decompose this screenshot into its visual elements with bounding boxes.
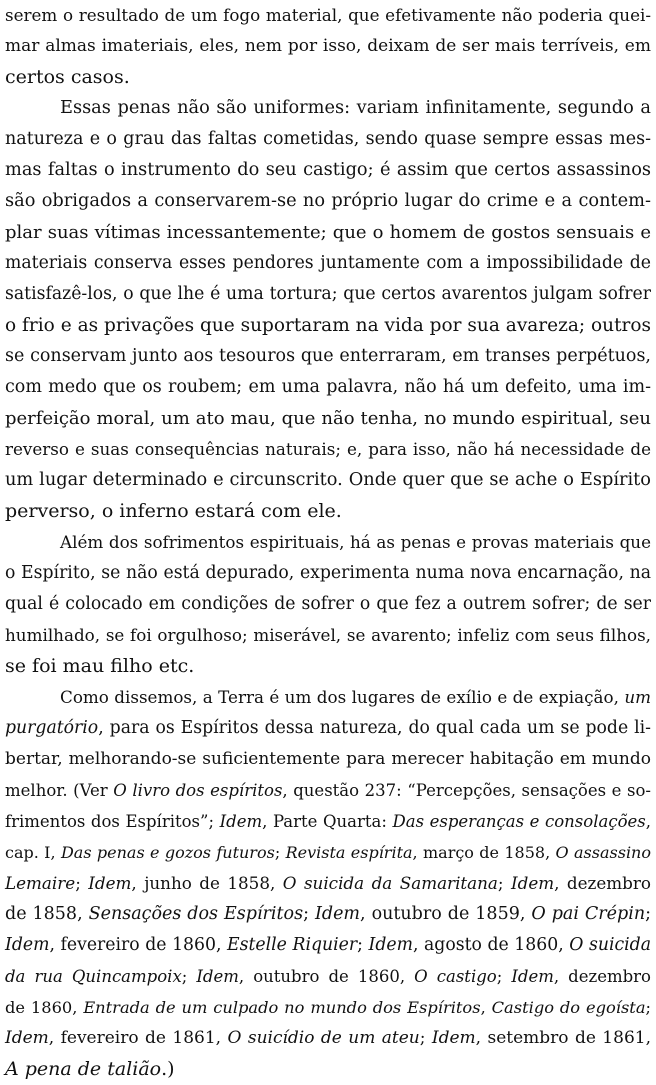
- italic-text: O suicida: [569, 935, 651, 955]
- text-segment: se conservam junto aos tesouros que enterraram, em transes perpétuos,: [5, 346, 651, 366]
- text-segment: , dezembro: [554, 873, 651, 893]
- italic-text: Idem: [5, 1028, 49, 1048]
- italic-text: Estelle Riquier: [227, 935, 358, 955]
- text-segment: perfeição moral, um ato mau, que não tenha, no mundo espiritual, seu: [5, 408, 651, 429]
- text-line: [5, 682, 651, 713]
- text-segment: Essas penas não são uniformes: variam infinitamente, segundo a: [60, 98, 651, 118]
- text-line: [5, 1054, 651, 1085]
- text-segment: , outubro de 1859,: [360, 904, 532, 924]
- italic-text: Idem: [314, 904, 361, 924]
- text-segment: o Espírito, se não está depurado, experimenta numa nova encarnação, na: [5, 563, 651, 583]
- italic-text: O pai Crépin: [531, 904, 646, 924]
- text-segment: reverso e suas consequências naturais; e, para isso, não há necessidade de: [5, 439, 651, 459]
- italic-text: Das penas e gozos futuros: [60, 843, 275, 862]
- text-line: [5, 279, 651, 310]
- text-line: [5, 713, 651, 744]
- italic-text: da rua Quincampoix: [5, 967, 182, 986]
- text-segment: materiais conserva esses pendores juntamente com a impossibilidade de: [5, 253, 651, 273]
- italic-text: Das esperanças e consolações: [392, 812, 646, 831]
- text-segment: ;: [181, 967, 197, 986]
- text-segment: , agosto de 1860,: [412, 935, 570, 955]
- text-segment: cap. I,: [5, 843, 61, 862]
- text-segment: humilhado, se foi orgulhoso; miserável, se avarento; infeliz com seus filhos,: [5, 625, 651, 645]
- text-segment: ;: [645, 998, 651, 1017]
- text-line: [5, 31, 651, 62]
- text-line: [5, 310, 651, 341]
- text-line: [5, 93, 651, 124]
- text-segment: , março de 1858,: [412, 843, 556, 862]
- text-line: [5, 806, 651, 837]
- text-line: [5, 961, 651, 992]
- text-segment: com medo que os roubem; em uma palavra, não há um defeito, uma im-: [5, 377, 651, 397]
- text-line: [5, 496, 651, 527]
- text-line: [5, 589, 651, 620]
- italic-text: O assassino: [555, 843, 651, 862]
- text-line: [5, 992, 651, 1023]
- italic-text: Entrada de um culpado no mundo dos Espíritos: [83, 998, 481, 1017]
- text-segment: qual é colocado em condições de sofrer o que fez a outrem sofrer; de ser: [5, 594, 651, 614]
- text-line: [5, 62, 651, 93]
- italic-text: Idem: [5, 935, 50, 955]
- italic-text: O suicida da Samaritana: [282, 873, 498, 893]
- text-segment: ;: [497, 873, 512, 893]
- italic-text: purgatório: [5, 718, 99, 738]
- italic-text: Idem: [431, 1028, 476, 1048]
- text-line: [5, 465, 651, 496]
- text-segment: ,: [480, 998, 492, 1017]
- text-segment: natureza e o grau das faltas cometidas, sendo quase sempre essas mes-: [5, 129, 651, 149]
- italic-text: Idem: [196, 967, 239, 986]
- text-segment: .): [161, 1058, 175, 1080]
- text-line: [5, 1023, 651, 1054]
- text-line: [5, 930, 651, 961]
- text-line: [5, 620, 651, 651]
- text-line: [5, 837, 651, 868]
- text-segment: Como dissemos, a Terra é um dos lugares de exílio e de expiação,: [60, 687, 625, 707]
- text-line: [5, 527, 651, 558]
- text-line: [5, 403, 651, 434]
- italic-text: O castigo: [414, 967, 497, 986]
- text-segment: ;: [303, 904, 315, 924]
- text-segment: , outubro de 1860,: [238, 967, 415, 986]
- text-line: [5, 341, 651, 372]
- text-segment: ;: [645, 904, 651, 924]
- text-segment: plar suas vítimas incessantemente; que o homem de gostos sensuais e: [5, 222, 651, 243]
- text-segment: o frio e as privações que suportaram na vida por sua avareza; outros: [5, 315, 651, 336]
- text-segment: um lugar determinado e circunscrito. Onde quer que se ache o Espírito: [5, 470, 651, 490]
- italic-text: Lemaire: [5, 873, 76, 893]
- text-segment: ;: [75, 873, 89, 893]
- text-segment: , questão 237: “Percepções, sensações e so-: [282, 781, 651, 800]
- italic-text: um: [624, 687, 651, 707]
- text-segment: ,: [645, 812, 651, 831]
- text-line: [5, 186, 651, 217]
- text-line: [5, 558, 651, 589]
- text-line: [5, 248, 651, 279]
- text-segment: melhor. (Ver: [5, 781, 114, 800]
- text-segment: se foi mau filho etc.: [5, 655, 195, 677]
- text-segment: ;: [496, 967, 512, 986]
- italic-text: Idem: [511, 967, 554, 986]
- text-line: [5, 899, 651, 930]
- text-segment: , junho de 1858,: [131, 873, 283, 893]
- text-segment: mar almas imateriais, eles, nem por isso, deixam de ser mais terríveis, em: [5, 36, 651, 56]
- text-segment: satisfazê-los, o que lhe é uma tortura; que certos avarentos julgam sofrer: [5, 284, 651, 304]
- text-segment: de 1860,: [5, 998, 84, 1017]
- text-segment: , Parte Quarta:: [262, 812, 393, 831]
- italic-text: Idem: [368, 935, 413, 955]
- text-segment: ;: [274, 843, 286, 862]
- text-segment: são obrigados a conservarem-se no próprio lugar do crime e a contem-: [5, 191, 651, 211]
- italic-text: O suicídio de um ateu: [227, 1028, 420, 1048]
- text-line: [5, 155, 651, 186]
- text-line: [5, 868, 651, 899]
- italic-text: Idem: [88, 873, 132, 893]
- italic-text: A pena de talião: [5, 1058, 162, 1080]
- italic-text: Idem: [511, 873, 555, 893]
- text-segment: certos casos.: [5, 66, 130, 88]
- text-segment: , fevereiro de 1860,: [49, 935, 228, 955]
- text-segment: perverso, o inferno estará com ele.: [5, 500, 342, 522]
- text-line: [5, 217, 651, 248]
- italic-text: Revista espírita: [285, 843, 413, 862]
- italic-text: Castigo do egoísta: [491, 998, 646, 1017]
- text-segment: de 1858,: [5, 904, 89, 924]
- text-segment: Além dos sofrimentos espirituais, há as penas e provas materiais que: [60, 532, 651, 552]
- text-line: [5, 434, 651, 465]
- text-segment: frimentos dos Espíritos”;: [5, 812, 220, 831]
- text-line: [5, 0, 651, 31]
- italic-text: Sensações dos Espíritos: [88, 904, 304, 924]
- text-segment: , para os Espíritos dessa natureza, do qual cada um se pode li-: [98, 718, 651, 738]
- text-line: [5, 124, 651, 155]
- body-text: [5, 0, 651, 1085]
- text-segment: ;: [419, 1028, 432, 1048]
- text-line: [5, 775, 651, 806]
- text-segment: serem o resultado de um fogo material, que efetivamente não poderia quei-: [5, 5, 651, 25]
- italic-text: Idem: [219, 812, 263, 831]
- text-segment: , setembro de 1861,: [475, 1028, 651, 1048]
- text-line: [5, 651, 651, 682]
- text-segment: bertar, melhorando-se suficientemente para merecer habitação em mundo: [5, 749, 651, 769]
- text-segment: ;: [357, 935, 369, 955]
- text-line: [5, 744, 651, 775]
- italic-text: O livro dos espíritos: [113, 781, 283, 800]
- text-segment: , fevereiro de 1861,: [48, 1028, 228, 1048]
- text-line: [5, 372, 651, 403]
- text-segment: , dezembro: [553, 967, 651, 986]
- text-segment: mas faltas o instrumento do seu castigo; é assim que certos assassinos: [5, 160, 651, 180]
